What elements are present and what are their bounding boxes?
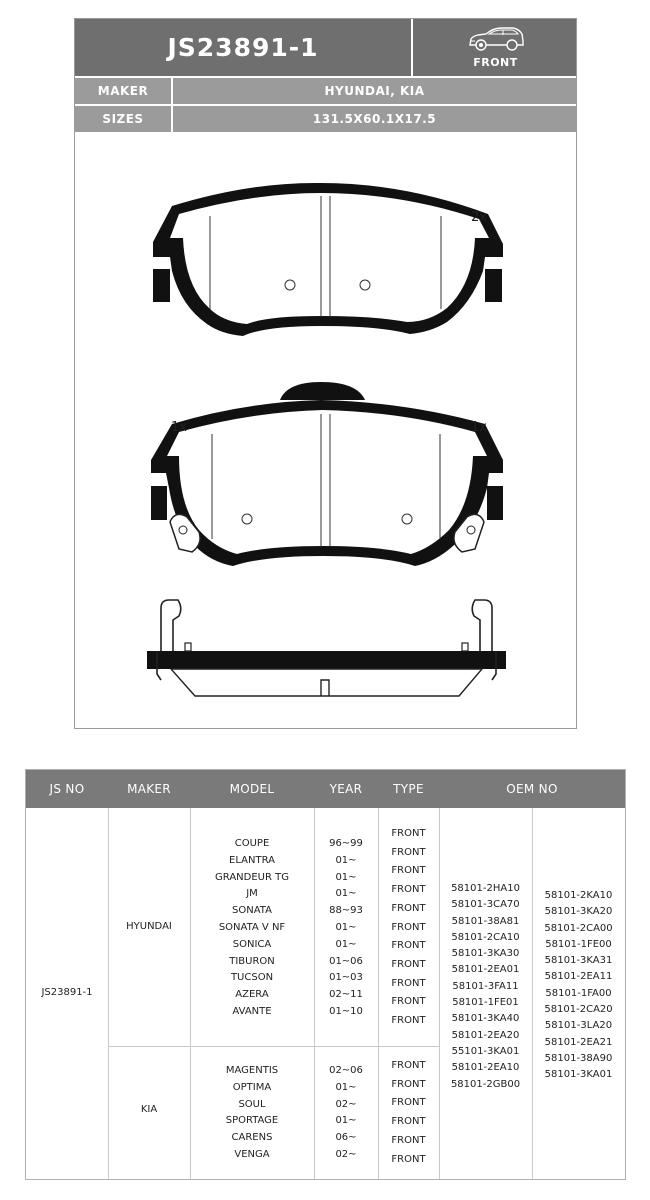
col-header-type: TYPE: [378, 770, 439, 808]
type-item: FRONT: [391, 865, 426, 877]
year-item: 01~: [335, 854, 357, 866]
oem-item: 58101-2EA01: [451, 964, 520, 976]
type-item: FRONT: [391, 902, 426, 914]
part-number: JS23891-1: [167, 33, 319, 62]
oem-item: 58101-2KA10: [544, 890, 613, 901]
model-item: JM: [246, 888, 258, 900]
year-item: 06~: [335, 1132, 357, 1144]
car-icon: [466, 25, 526, 53]
maker-row: [75, 78, 576, 104]
year-item: 02~: [335, 1098, 357, 1110]
year-item: 02~06: [329, 1065, 363, 1076]
year-item: 96~99: [329, 838, 363, 849]
front-label: FRONT: [473, 56, 518, 69]
model-item: TIBURON: [229, 955, 275, 967]
model-item: CARENS: [231, 1132, 273, 1144]
model-item: SONATA: [232, 905, 272, 917]
col-header-oem-no: OEM NO: [439, 770, 625, 808]
oem-item: 58101-38A81: [451, 915, 520, 927]
year-item: 01~06: [329, 955, 363, 967]
type-list-kia: [378, 1057, 439, 1169]
year-item: 01~: [335, 871, 357, 883]
type-item: FRONT: [391, 1153, 426, 1165]
pad-outer-drawing: [153, 183, 503, 336]
card-header: [75, 19, 576, 76]
sizes-label: SIZES: [102, 112, 144, 126]
oem-item: 58101-3CA70: [451, 899, 520, 911]
oem-item: 58101-38A90: [544, 1052, 613, 1064]
oem-item: 58101-2EA10: [451, 1062, 520, 1074]
type-item: FRONT: [391, 940, 426, 952]
spec-card: [74, 18, 577, 729]
front-indicator: [413, 19, 578, 76]
qty-top: 2x: [471, 210, 487, 225]
year-item: 02~: [335, 1148, 357, 1160]
type-list-hyundai: [378, 825, 439, 1031]
col-header-js-no: JS NO: [26, 770, 108, 808]
col-header-maker: MAKER: [108, 770, 190, 808]
model-item: TUCSON: [230, 972, 274, 984]
year-item: 01~: [335, 1081, 357, 1093]
type-item: FRONT: [391, 958, 426, 970]
oem-item: 58101-2CA10: [451, 931, 520, 943]
oem-item: 58101-2GB00: [450, 1078, 521, 1090]
model-item: SOUL: [238, 1098, 266, 1110]
year-item: 01~: [335, 938, 357, 950]
model-item: SPORTAGE: [225, 1115, 279, 1127]
col-header-year: YEAR: [314, 770, 378, 808]
model-item: SONATA V NF: [218, 921, 286, 933]
oem-list-col2: [532, 888, 625, 1084]
oem-item: 58101-1FE01: [452, 997, 519, 1009]
model-item: MAGENTIS: [225, 1065, 279, 1076]
oem-item: 58101-2CA00: [544, 922, 613, 934]
oem-item: 58101-2EA21: [544, 1036, 613, 1048]
year-item: 01~03: [329, 972, 363, 984]
oem-item: 58101-3KA30: [451, 948, 520, 960]
oem-item: 58101-3FA11: [452, 980, 519, 992]
type-item: FRONT: [391, 1097, 426, 1109]
sizes-row: [75, 106, 576, 132]
year-item: 01~: [335, 1115, 357, 1127]
year-item: 88~93: [329, 905, 363, 917]
oem-item: 58101-2EA11: [544, 971, 613, 983]
maker-cell-hyundai: HYUNDAI: [126, 921, 172, 932]
oem-item: 58101-3KA20: [544, 906, 613, 918]
oem-item: 58101-1FE00: [545, 938, 612, 950]
maker-label: MAKER: [97, 84, 149, 98]
oem-item: 58101-2CA20: [544, 1004, 613, 1016]
type-item: FRONT: [391, 1134, 426, 1146]
model-list-kia: [190, 1063, 314, 1164]
year-list-kia: [314, 1063, 378, 1164]
oem-item: 58101-3KA31: [544, 955, 613, 967]
model-item: GRANDEUR TG: [215, 871, 289, 883]
type-item: FRONT: [391, 884, 426, 896]
model-list-hyundai: [190, 836, 314, 1021]
oem-item: 58101-1FA00: [545, 987, 612, 999]
model-item: AVANTE: [232, 1005, 272, 1017]
oem-list-col1: [439, 881, 532, 1093]
year-item: 01~: [335, 921, 357, 933]
oem-item: 58101-3KA40: [451, 1013, 520, 1025]
type-item: FRONT: [391, 921, 426, 933]
oem-item: 58101-2HA10: [451, 883, 520, 894]
grid-line: [108, 1046, 439, 1047]
type-item: FRONT: [391, 1015, 426, 1027]
type-item: FRONT: [391, 1060, 426, 1071]
year-list-hyundai: [314, 836, 378, 1021]
model-item: COUPE: [234, 838, 270, 849]
oem-item: 55101-3KA01: [451, 1045, 520, 1057]
grid-line: [108, 808, 109, 1179]
maker-value: HYUNDAI, KIA: [324, 84, 425, 98]
oem-item: 58101-3LA20: [544, 1020, 613, 1032]
qty-left: 1x: [171, 420, 187, 435]
type-item: FRONT: [391, 977, 426, 989]
type-item: FRONT: [391, 846, 426, 858]
type-item: FRONT: [391, 996, 426, 1008]
application-table: [25, 769, 626, 1180]
model-item: OPTIMA: [232, 1081, 272, 1093]
year-item: 01~: [335, 888, 357, 900]
model-item: VENGA: [234, 1148, 270, 1160]
col-header-model: MODEL: [190, 770, 314, 808]
model-item: AZERA: [235, 989, 269, 1001]
model-item: SONICA: [232, 938, 272, 950]
qty-right: 1x: [471, 420, 487, 435]
maker-cell-kia: KIA: [140, 1104, 158, 1115]
brake-pad-drawing: [75, 134, 578, 728]
sizes-value: 131.5X60.1X17.5: [312, 112, 437, 126]
pad-side-profile: [147, 600, 506, 696]
year-item: 02~11: [329, 989, 363, 1001]
model-item: ELANTRA: [229, 854, 275, 866]
type-item: FRONT: [391, 1116, 426, 1128]
year-item: 01~10: [329, 1005, 363, 1017]
js-no-cell: JS23891-1: [41, 987, 93, 998]
pad-inner-drawing: [151, 382, 503, 566]
type-item: FRONT: [391, 1078, 426, 1090]
oem-item: 58101-2EA20: [451, 1029, 520, 1041]
oem-item: 58101-3KA01: [544, 1069, 613, 1081]
type-item: FRONT: [391, 828, 426, 839]
